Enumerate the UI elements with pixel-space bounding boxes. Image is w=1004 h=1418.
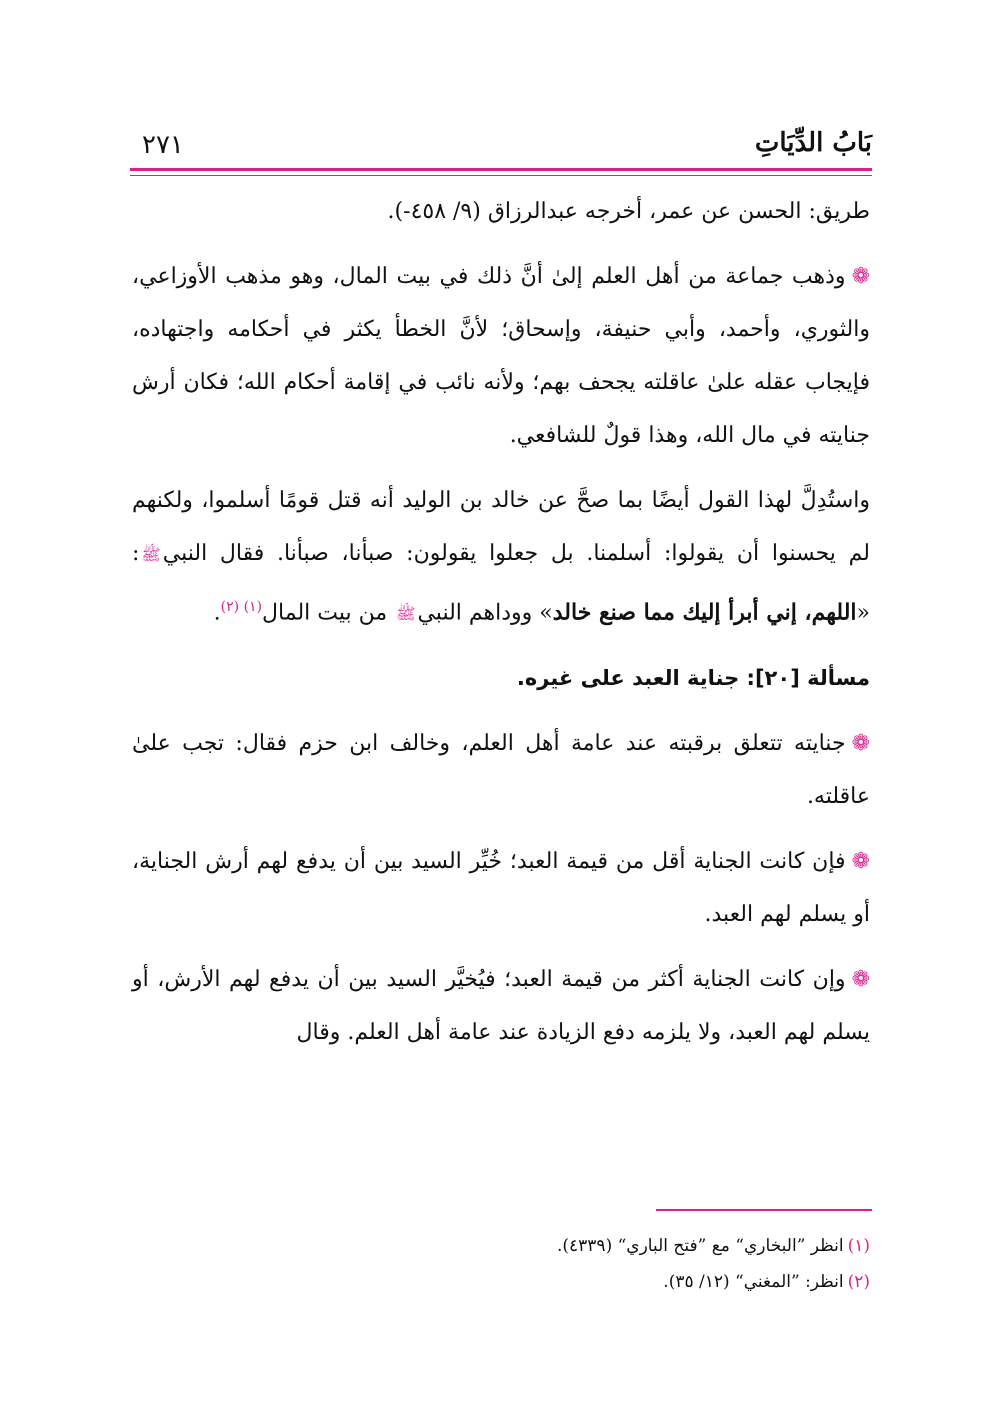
- footnote-separator: [656, 1209, 872, 1211]
- page-number: ٢٧١: [142, 130, 184, 160]
- flower-ornament-icon: ❁: [851, 731, 870, 757]
- flower-ornament-icon: ❁: [851, 967, 870, 993]
- paragraph-1-text: طريق: الحسن عن عمر، أخرجه عبدالرزاق (٩/ ٤٥٨-).: [387, 199, 870, 224]
- paragraph-4-text: جنايته تتعلق برقبته عند عامة أهل العلم، وخالف ابن حزم فقال: تجب علىٰ عاقلته.: [132, 731, 870, 810]
- header-rule-thick: [130, 168, 872, 171]
- issue-title: جناية العبد على غيره.: [516, 666, 740, 691]
- paragraph-6: [132, 953, 870, 1059]
- footnote-1-number: (١): [847, 1236, 870, 1256]
- paragraph-3-text-b: : «: [132, 541, 870, 626]
- paragraph-1: [132, 185, 870, 238]
- paragraph-3-end: .: [213, 600, 221, 626]
- paragraph-4: [132, 717, 870, 823]
- issue-number: [٢٠]:: [746, 666, 800, 691]
- footnotes: [132, 1228, 870, 1300]
- paragraph-5: [132, 835, 870, 941]
- footnote-1-text: انظر ”البخاري“ مع ”فتح الباري“ (٤٣٣٩).: [556, 1236, 844, 1256]
- footnote-2-text: انظر: ”المغني“ (١٢/ ٣٥).: [663, 1272, 844, 1292]
- main-text: [132, 185, 870, 1071]
- hadith-quote: اللهم، إني أبرأ إليك مما صنع خالد: [552, 599, 857, 626]
- paragraph-3-text-a: واستُدِلَّ لهذا القول أيضًا بما صحَّ عن خالد بن الوليد أنه قتل قومًا أسلموا، ولكنهم لم يحسنوا أن يقولوا: أسلمنا. بل جعلوا يقولون: صبأنا، صبأنا. فقال النبي: [132, 488, 870, 566]
- footnote-2: [132, 1264, 870, 1300]
- issue-heading: [132, 652, 870, 705]
- salawat-icon: ﷺ: [396, 604, 416, 624]
- paragraph-5-text: فإن كانت الجناية أقل من قيمة العبد؛ خُيِّر السيد بين أن يدفع لهم أرش الجناية، أو يسلم لهم العبد.: [132, 849, 870, 928]
- page-header: [130, 120, 872, 170]
- paragraph-3-text-c: » ووداهم النبي: [417, 600, 553, 626]
- salawat-icon: ﷺ: [141, 545, 161, 564]
- flower-ornament-icon: ❁: [851, 264, 870, 289]
- paragraph-6-text: وإن كانت الجناية أكثر من قيمة العبد؛ فيُخيَّر السيد بين أن يدفع لهم الأرش، أو يسلم لهم العبد، ولا يلزمه دفع الزيادة عند عامة أهل العلم. وقال: [132, 967, 870, 1046]
- flower-ornament-icon: ❁: [851, 849, 870, 875]
- footnote-marker: (١) (٢): [220, 599, 263, 615]
- header-rule-thin: [130, 175, 872, 176]
- chapter-title: بَابُ الدِّيَاتِ: [754, 128, 872, 158]
- paragraph-3: [132, 474, 870, 640]
- footnote-2-number: (٢): [847, 1272, 870, 1292]
- paragraph-3-text-d: من بيت المال: [262, 600, 388, 626]
- issue-label: مسألة: [807, 666, 870, 691]
- paragraph-2: [132, 250, 870, 462]
- footnote-1: [132, 1228, 870, 1264]
- paragraph-2-text: وذهب جماعة من أهل العلم إلىٰ أنَّ ذلك في بيت المال، وهو مذهب الأوزاعي، والثوري، وأحمد، وأبي حنيفة، وإسحاق؛ لأنَّ الخطأ يكثر في أحكامه واجتهاده، فإيجاب عقله علىٰ عاقلته يجحف بهم؛ ولأنه نائب في إقامة أحكام الله؛ فكان أرش جنايته في مال الله، وهذا قولٌ للشافعي.: [132, 264, 871, 448]
